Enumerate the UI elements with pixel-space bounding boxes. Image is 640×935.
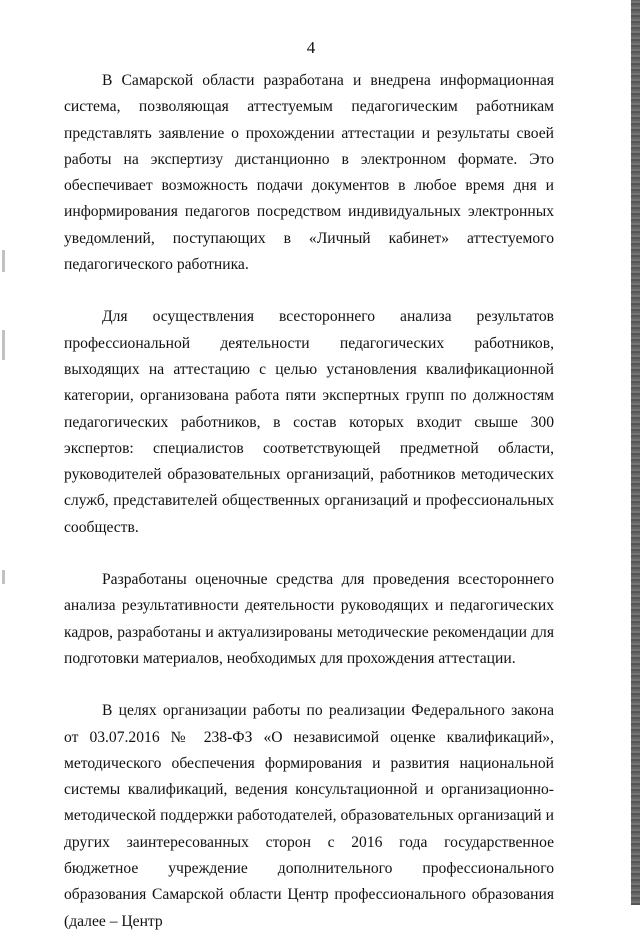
paragraph-1: В Самарской области разработана и внедрена информационная система, позволяющая аттестуемым педагогическим работникам представлять заявление о прохождении аттестации и результаты своей работы на экспертизу дистанционно в электронном формате. Это обеспечивает возможность подачи документов в любое время дня и информирования педагогов посредством индивидуальных электронных уведомлений, поступающих в «Личный кабинет» аттестуемого педагогического работника.	[64, 72, 554, 274]
paragraph-2: Для осуществления всестороннего анализа результатов профессиональной деятельности педагогических работников, выходящих на аттестацию с целью установления квалификационной категории, организована работа пяти экспертных групп по должностям педагогических работников, в состав которых входит свыше 300 экспертов: специалистов соответствующей предметной области, руководителей образовательных организаций, работников методических служб, представителей общественных организаций и профессиональных сообществ.	[64, 308, 554, 536]
scan-speck	[2, 250, 5, 272]
document-body	[64, 68, 554, 935]
scan-speck	[2, 330, 5, 360]
scan-edge-artifact	[631, 0, 640, 905]
paragraph-4: В целях организации работы по реализации Федерального закона от 03.07.2016 № 238-ФЗ «О независимой оценке квалификаций», методического обеспечения формирования и развития национальной системы квалификаций, ведения консультационной и организационно-методической поддержки работодателей, образовательных организаций и других заинтересованных сторон с 2016 года государственное бюджетное учреждение дополнительного профессионального образования Самарской области Центр профессионального образования (далее – Центр	[64, 702, 554, 930]
scan-speck	[2, 570, 5, 584]
page-number: 4	[306, 38, 316, 57]
paragraph-3: Разработаны оценочные средства для проведения всестороннего анализа результативности деятельности руководящих и педагогических кадров, разработаны и актуализированы методические рекомендации для подготовки материалов, необходимых для прохождения аттестации.	[64, 571, 554, 667]
